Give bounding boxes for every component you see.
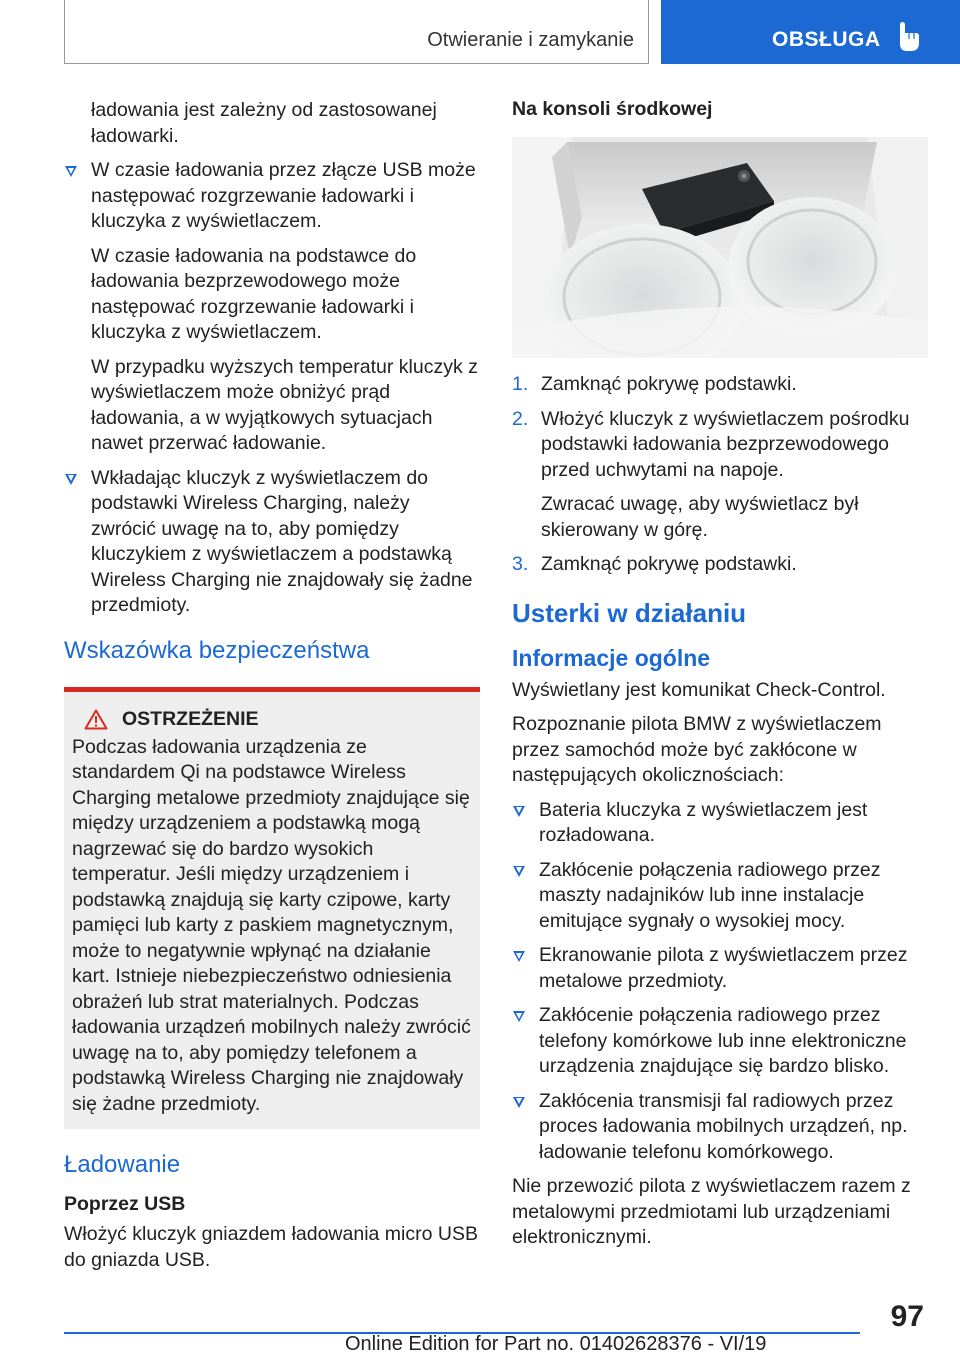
triangle-bullet-icon [513,806,525,817]
triangle-bullet-icon [513,866,525,877]
intro-text: Rozpoznanie pilota BMW z wyświetlaczem przez samochód może być zakłócone w następujących okolicznościach: [512,713,882,786]
warning-title: OSTRZEŻENIE [122,707,259,730]
charging-heading: Ładowanie [64,1151,181,1178]
list-item [64,466,480,619]
bullet-text: Zakłócenie połączenia radiowego przez maszty nadajników lub inne instalacje emitujące sygnały o wysokiej mocy. [539,858,881,932]
list-item [512,858,928,935]
step-text: Zamknąć pokrywę podstawki. [541,553,797,575]
step-number: 1. [512,373,529,395]
cc-message: Wyświetlany jest komunikat Check-Control. [512,678,886,701]
triangle-bullet-icon [513,1011,525,1022]
bullet-text: W czasie ładowania przez złącze USB może następować rozgrzewanie ładowarki i kluczyka z wyświetlaczem. [91,159,476,232]
header-section-tab [661,0,960,64]
pointing-hand-icon [898,22,920,52]
usb-text: Włożyć kluczyk gniazdem ładowania micro USB do gniazda USB. [64,1223,478,1271]
general-info-heading: Informacje ogólne [512,644,711,671]
list-item [512,943,928,994]
list-item [512,798,928,849]
bullet-text: Ekranowanie pilota z wyświetlaczem przez metalowe przedmioty. [539,944,908,992]
list-item [512,1089,928,1166]
chapter-title: Otwieranie i zamykanie [427,29,634,51]
triangle-bullet-icon [513,951,525,962]
list-item [64,158,480,235]
bullet-paragraph: W przypadku wyższych temperatur kluczyk z wyświetlaczem może obniżyć prąd ładowania, a w wyjątkowych sytuacjach nawet przerwać ładowanie. [91,355,478,454]
step-text: Zamknąć pokrywę podstawki. [541,373,797,395]
warning-triangle-icon [84,709,108,730]
bullet-paragraph: W czasie ładowania na podstawce do ładowania bezprzewodowego może następować rozgrzewanie ładowarki i kluczyka z wyświetlaczem. [91,244,417,343]
page-number: 97 [890,1300,924,1333]
header-chapter-box [64,0,649,64]
step-number: 3. [512,553,529,575]
malfunction-heading: Usterki w działaniu [512,597,747,628]
warning-box [64,687,480,1130]
warning-text: Podczas ładowania urządzenia ze standardem Qi na podstawce Wireless Charging metalowe przedmioty znajdujące się między urządzeniem a podstawką mogą nagrzewać się do bardzo wysokich temperatur. Jeśli między urządzeniem i podstawką znajdują się karty czipowe, karty pamięci lub karty z paskiem magnetycznym, może to negatywnie wpłynąć na działanie kart. Istnieje niebezpieczeństwo odniesienia obrażeń lub strat materialnych. Podczas ładowania urządzeń mobilnych należy zwrócić uwagę na to, aby pomiędzy telefonem a podstawką Wireless Charging nie znajdowały się żadne przedmioty. [72,735,471,1115]
triangle-bullet-icon [65,166,77,177]
step-text: Włożyć kluczyk z wyświetlaczem pośrodku podstawki ładowania bezprzewodowego przed uchwytami na napoje. [541,407,910,481]
safety-heading: Wskazówka bezpieczeństwa [64,636,370,664]
right-column [512,98,928,1260]
triangle-bullet-icon [65,474,77,485]
edition-text: Online Edition for Part no. 01402628376 - VI/19 [345,1333,767,1355]
bullet-text: Bateria kluczyka z wyświetlaczem jest rozładowana. [539,798,868,846]
list-item [512,1003,928,1080]
console-heading: Na konsoli środkowej [512,98,713,120]
bullet-text: Wkładając kluczyk z wyświetlaczem do podstawki Wireless Charging, należy zwrócić uwagę na to, aby pomiędzy kluczykiem z wyświetlaczem a podstawką Wireless Charging nie znajdowały się żadne przedmioty. [91,466,473,616]
step-number: 2. [512,407,529,430]
left-column [64,98,480,1282]
list-item [512,552,928,578]
list-item [512,407,928,484]
bullet-text: Zakłócenia transmisji fal radiowych przez proces ładowania mobilnych urządzeń, np. ładowanie telefonu komórkowego. [539,1089,908,1163]
list-item [512,372,928,398]
closing-text: Nie przewozić pilota z wyświetlaczem razem z metalowymi przedmiotami lub urządzeniami elektronicznymi. [512,1175,911,1248]
step-note: Zwracać uwagę, aby wyświetlacz był skierowany w górę. [541,493,859,541]
bullet-text: Zakłócenie połączenia radiowego przez telefony komórkowe lub inne elektroniczne urządzenia znajdujące się bardzo blisko. [539,1004,907,1077]
triangle-bullet-icon [513,1097,525,1108]
console-charging-tray-image [512,137,928,358]
section-label: OBSŁUGA [772,28,881,51]
usb-heading: Poprzez USB [64,1193,186,1215]
paragraph-continued: ładowania jest zależny od zastosowanej ładowarki. [91,99,437,147]
warning-title-row [72,708,472,731]
